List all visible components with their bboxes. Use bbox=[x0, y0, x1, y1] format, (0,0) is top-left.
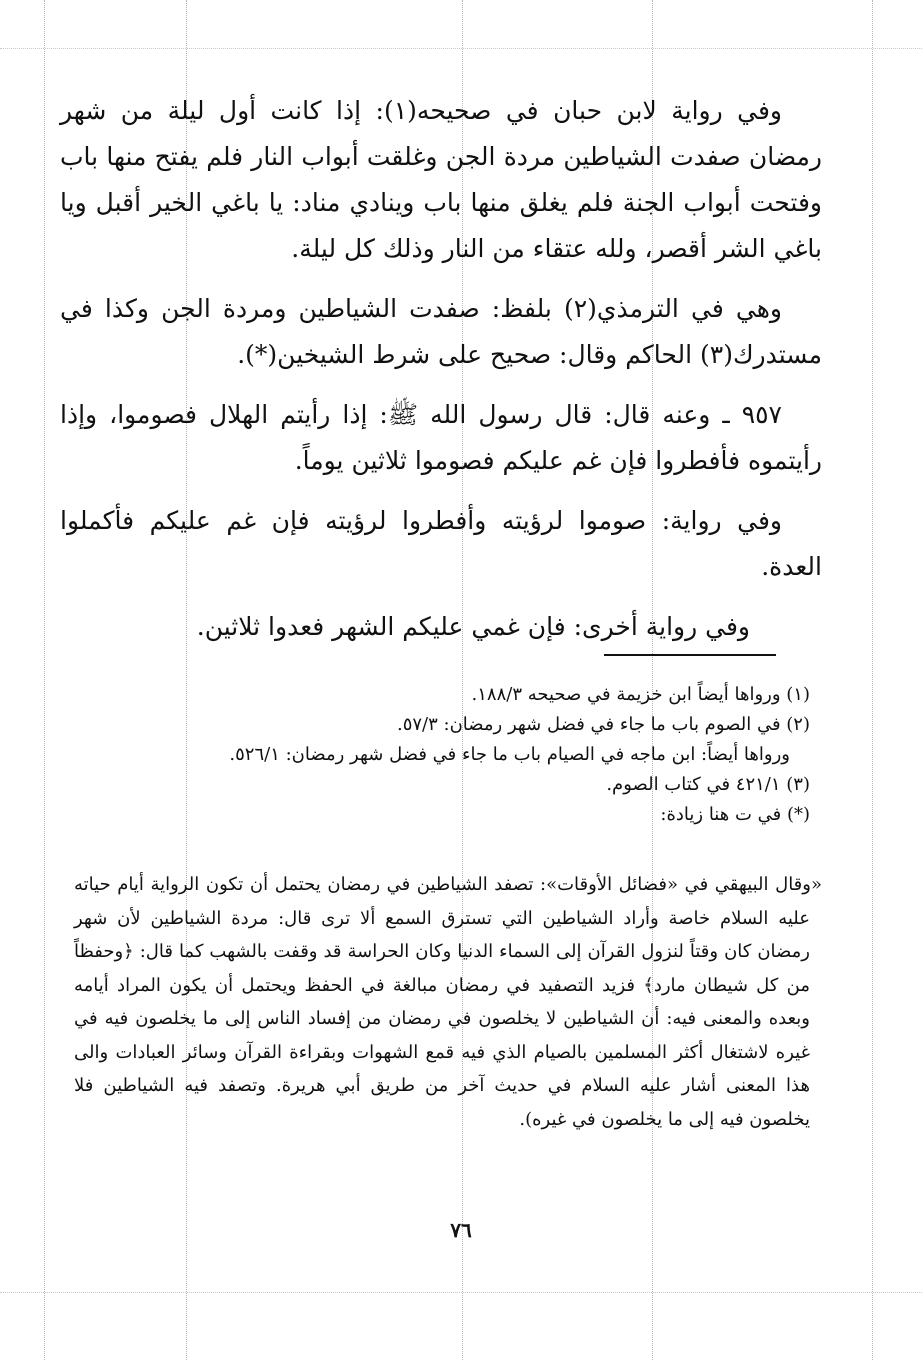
footnote-asterisk: (*) في ت هنا زيادة: bbox=[660, 804, 810, 825]
footnote-2-continuation: ورواها أيضاً: ابن ماجه في الصيام باب ما جاء في فضل شهر رمضان: ٥٢٦/١. bbox=[229, 744, 790, 765]
footnote-3: (٣) ٤٢١/١ في كتاب الصوم. bbox=[606, 774, 810, 795]
paragraph-riwaya: وفي رواية: صوموا لرؤيته وأفطروا لرؤيته فإن غم عليكم فأكملوا العدة. bbox=[60, 506, 822, 581]
scan-guide-line bbox=[872, 0, 873, 1360]
commentary-text: «وقال البيهقي في «فضائل الأوقات»: تصفد الشياطين في رمضان يحتمل أن تكون الرواية أيام حياته عليه السلام خاصة وأراد الشياطين التي تسترق السمع ألا ترى قال: مردة الشياطين لأن شهر رمضان كان وقتاً لنزول القرآن إلى السماء الدنيا وكان الحراسة قد وقفت بالشهب كما قال: ﴿وحفظاً من كل شيطان مارد﴾ فزيد التصفيد في رمضان مبالغة في الحفظ ويحتمل أن يكون المراد أيامه وبعده والمعنى فيه: أن الشياطين لا يخلصون في رمضان من إفساد الناس إلى ما يخلصون فيه في غيره لاشتغال أكثر المسلمين بالصيام الذي فيه قمع الشهوات وبقراءة القرآن وسائر العبادات والى هذا المعنى أشار عليه السلام في حديث آخر من طريق أبي هريرة. وتصفد فيه الشياطين فلا يخلصون فيه إلى ما يخلصون في غيره). bbox=[74, 874, 822, 1130]
paragraph-hadith-957: ٩٥٧ ـ وعنه قال: قال رسول الله ﷺ: إذا رأيتم الهلال فصوموا، وإذا رأيتموه فأفطروا فإن غم عليكم فصوموا ثلاثين يوماً. bbox=[60, 400, 822, 475]
footnote-commentary bbox=[74, 868, 822, 1136]
scan-guide-line bbox=[0, 48, 922, 49]
paragraph-ibn-hibban: وفي رواية لابن حبان في صحيحه(١): إذا كانت أول ليلة من شهر رمضان صفدت الشياطين مردة الجن وغلقت أبواب النار فلم يفتح منها باب وفتحت أبواب الجنة فلم يغلق منها باب وينادي مناد: يا باغي الخير أقبل ويا باغي الشر أقصر، ولله عتقاء من النار وذلك كل ليلة. bbox=[60, 96, 822, 263]
paragraph-tirmidhi: وهي في الترمذي(٢) بلفظ: صفدت الشياطين ومردة الجن وكذا في مستدرك(٣) الحاكم وقال: صحيح على شرط الشيخين(*). bbox=[60, 294, 822, 369]
paragraph-riwaya-ukhra: وفي رواية أخرى: فإن غمي عليكم الشهر فعدوا ثلاثين. bbox=[196, 612, 750, 641]
footnote-1: (١) ورواها أيضاً ابن خزيمة في صحيحه ١٨٨/٣. bbox=[471, 684, 810, 705]
main-text bbox=[60, 88, 822, 664]
page-number: ٧٦ bbox=[450, 1218, 472, 1242]
scan-guide-line bbox=[0, 1292, 922, 1293]
scan-guide-line bbox=[44, 0, 45, 1360]
footnote-separator bbox=[604, 654, 776, 656]
footnote-2: (٢) في الصوم باب ما جاء في فضل شهر رمضان: ٥٧/٣. bbox=[396, 714, 810, 735]
footnotes bbox=[78, 680, 810, 830]
